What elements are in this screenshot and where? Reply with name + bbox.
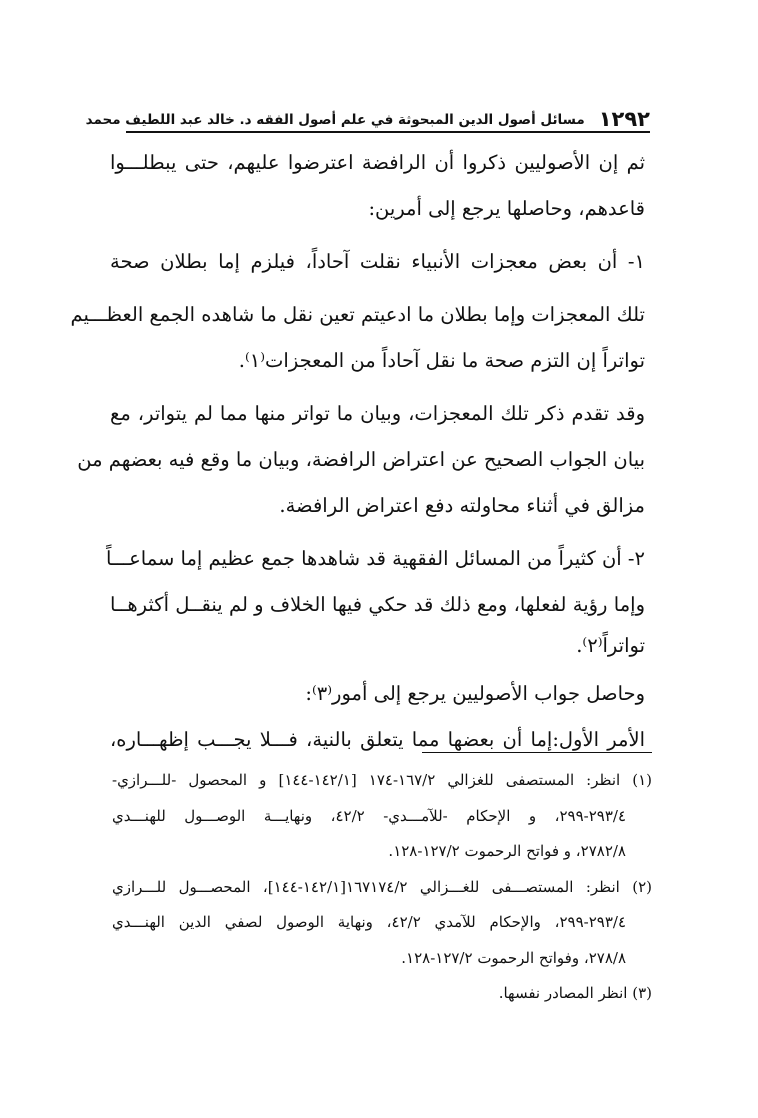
- body-line: ثم إن الأصوليين ذكروا أن الرافضة اعترضوا عليهم، حتى يبطلـــوا: [110, 151, 645, 174]
- body-line: بيان الجواب الصحيح عن اعتراض الرافضة، وبيان ما وقع فيه بعضهم من: [77, 448, 645, 471]
- body-line: ٢- أن كثيراً من المسائل الفقهية قد شاهدها جمع عظيم إما سماعـــاً: [106, 547, 645, 570]
- footnote-line: ٢٧٨/٨، وفواتح الرحموت ١٢٧/٢-١٢٨.: [401, 948, 626, 967]
- footnotes: [112, 763, 652, 1012]
- footnote-line: ٢٩٣/٤-٢٩٩، والإحكام للآمدي ٤٢/٢، ونهاية الوصول لصفي الدين الهنـــدي: [112, 913, 626, 931]
- body-line: تواتراً إن التزم صحة ما نقل آحاداً من المعجزات⁽١⁾.: [238, 349, 645, 372]
- body-line: تواتراً⁽٢⁾.: [576, 634, 645, 657]
- footnote-line: (٢) انظر: المستصـــفى للغـــزالي ١٦٧١٧٤/٢[١٤٢/١-١٤٤]، المحصـــول للـــرازي: [112, 877, 652, 896]
- body-line: الأمر الأول:إما أن بعضها مما يتعلق بالنية، فـــلا يجـــب إظهـــاره،: [110, 728, 645, 751]
- page-header: [85, 104, 650, 131]
- body-line: مزالق في أثناء محاولته دفع اعتراض الرافضة.: [279, 494, 645, 517]
- running-title: مسائل أصول الدين المبحوثة في علم أصول الفقه د. خالد عبد اللطيف محمد: [85, 112, 585, 128]
- body-line: وإما رؤية لفعلها، ومع ذلك قد حكي فيها الخلاف و لم ينقــل أكثرهــا: [110, 593, 645, 616]
- body-line: تلك المعجزات وإما بطلان ما ادعيتم تعين نقل ما شاهده الجمع العظـــيم: [70, 303, 645, 326]
- header-rule: [126, 131, 650, 133]
- footnote-line: (٣) انظر المصادر نفسها.: [498, 984, 652, 1002]
- footnote-rule: [422, 752, 652, 753]
- footnote-line: ٢٧٨٢/٨، و فواتح الرحموت ١٢٧/٢-١٢٨.: [388, 842, 626, 860]
- page-number: ١٢٩٢: [598, 107, 650, 131]
- footnote-line: ٢٩٣/٤-٢٩٩، و الإحكام -للآمـــدي- ٤٢/٢، ونهايـــة الوصـــول للهنـــدي: [112, 806, 626, 825]
- body-text: [70, 140, 645, 763]
- body-line: وقد تقدم ذكر تلك المعجزات، وبيان ما تواتر منها مما لم يتواتر، مع: [110, 402, 645, 425]
- body-line: وحاصل جواب الأصوليين يرجع إلى أمور⁽٣⁾:: [305, 682, 645, 705]
- footnote-line: (١) انظر: المستصفى للغزالي ١٦٧/٢-١٧٤ [١٤٢/١-١٤٤] و المحصول -للـــرازي-: [112, 771, 652, 789]
- body-line: قاعدهم، وحاصلها يرجع إلى أمرين:: [368, 197, 645, 220]
- body-line: ١- أن بعض معجزات الأنبياء نقلت آحاداً، فيلزم إما بطلان صحة: [110, 250, 645, 273]
